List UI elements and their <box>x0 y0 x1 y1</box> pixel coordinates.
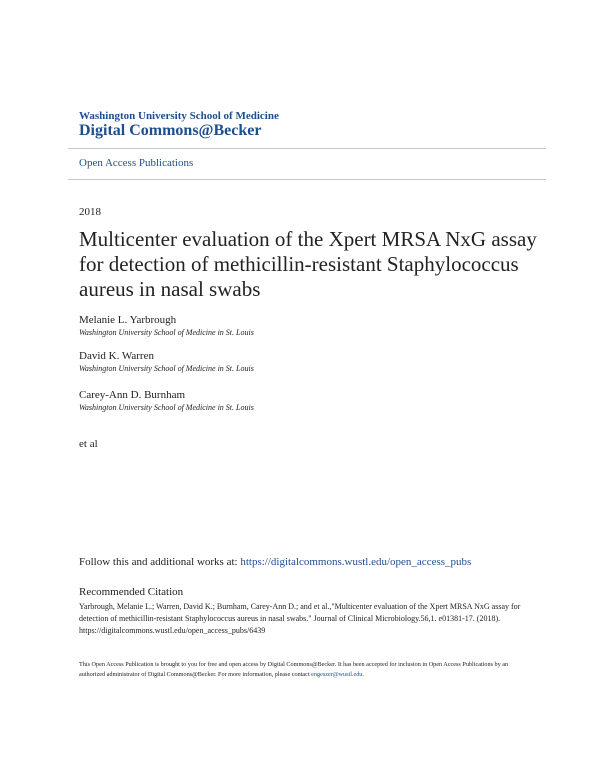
citation-text: Yarbrough, Melanie L.; Warren, David K.; Burnham, Carey-Ann D.; and et al.,"Multicenter evaluation of the Xpert MRSA NxG assay for detection of methicillin-resistant Staphylococcus aureus in nasal swabs." Journal of Clinical Microbiology.56,1. e01381-17. (2018). https://digitalcommons.wustl.edu/open_access_pubs/6439 <box>79 602 521 635</box>
institution-name[interactable]: Washington University School of Medicine <box>79 110 279 122</box>
follow-link[interactable]: https://digitalcommons.wustl.edu/open_access_pubs <box>240 556 472 568</box>
footer-text: This Open Access Publication is brought to you for free and open access by Digital Commons@Becker. It has been accepted for inclusion in Open Access Publications by an authorized administrator of Digital Commons@Becker. For more information, please contact <box>79 661 509 678</box>
follow-line <box>79 556 471 568</box>
contact-email-link[interactable]: engeszer@wustl.edu <box>311 671 363 678</box>
header-divider-top <box>68 148 546 149</box>
recommended-citation-heading: Recommended Citation <box>79 586 184 598</box>
publication-year: 2018 <box>79 206 101 218</box>
header-divider-bottom <box>68 179 546 180</box>
article-title: Multicenter evaluation of the Xpert MRSA NxG assay for detection of methicillin-resistant Staphylococcus aureus in nasal swabs <box>79 227 537 301</box>
follow-prefix: Follow this and additional works at: <box>79 556 241 568</box>
author-name: Carey-Ann D. Burnham <box>79 389 186 401</box>
author-name: Melanie L. Yarbrough <box>79 314 177 326</box>
et-al: et al <box>79 438 98 450</box>
author-affiliation: Washington University School of Medicine in St. Louis <box>79 328 254 337</box>
footer-notice <box>79 660 529 680</box>
footer-end: . <box>362 671 364 678</box>
author-name: David K. Warren <box>79 350 154 362</box>
collection-link[interactable]: Open Access Publications <box>79 157 194 169</box>
repository-name[interactable]: Digital Commons@Becker <box>79 122 262 139</box>
author-affiliation: Washington University School of Medicine in St. Louis <box>79 364 254 373</box>
author-affiliation: Washington University School of Medicine in St. Louis <box>79 403 254 412</box>
